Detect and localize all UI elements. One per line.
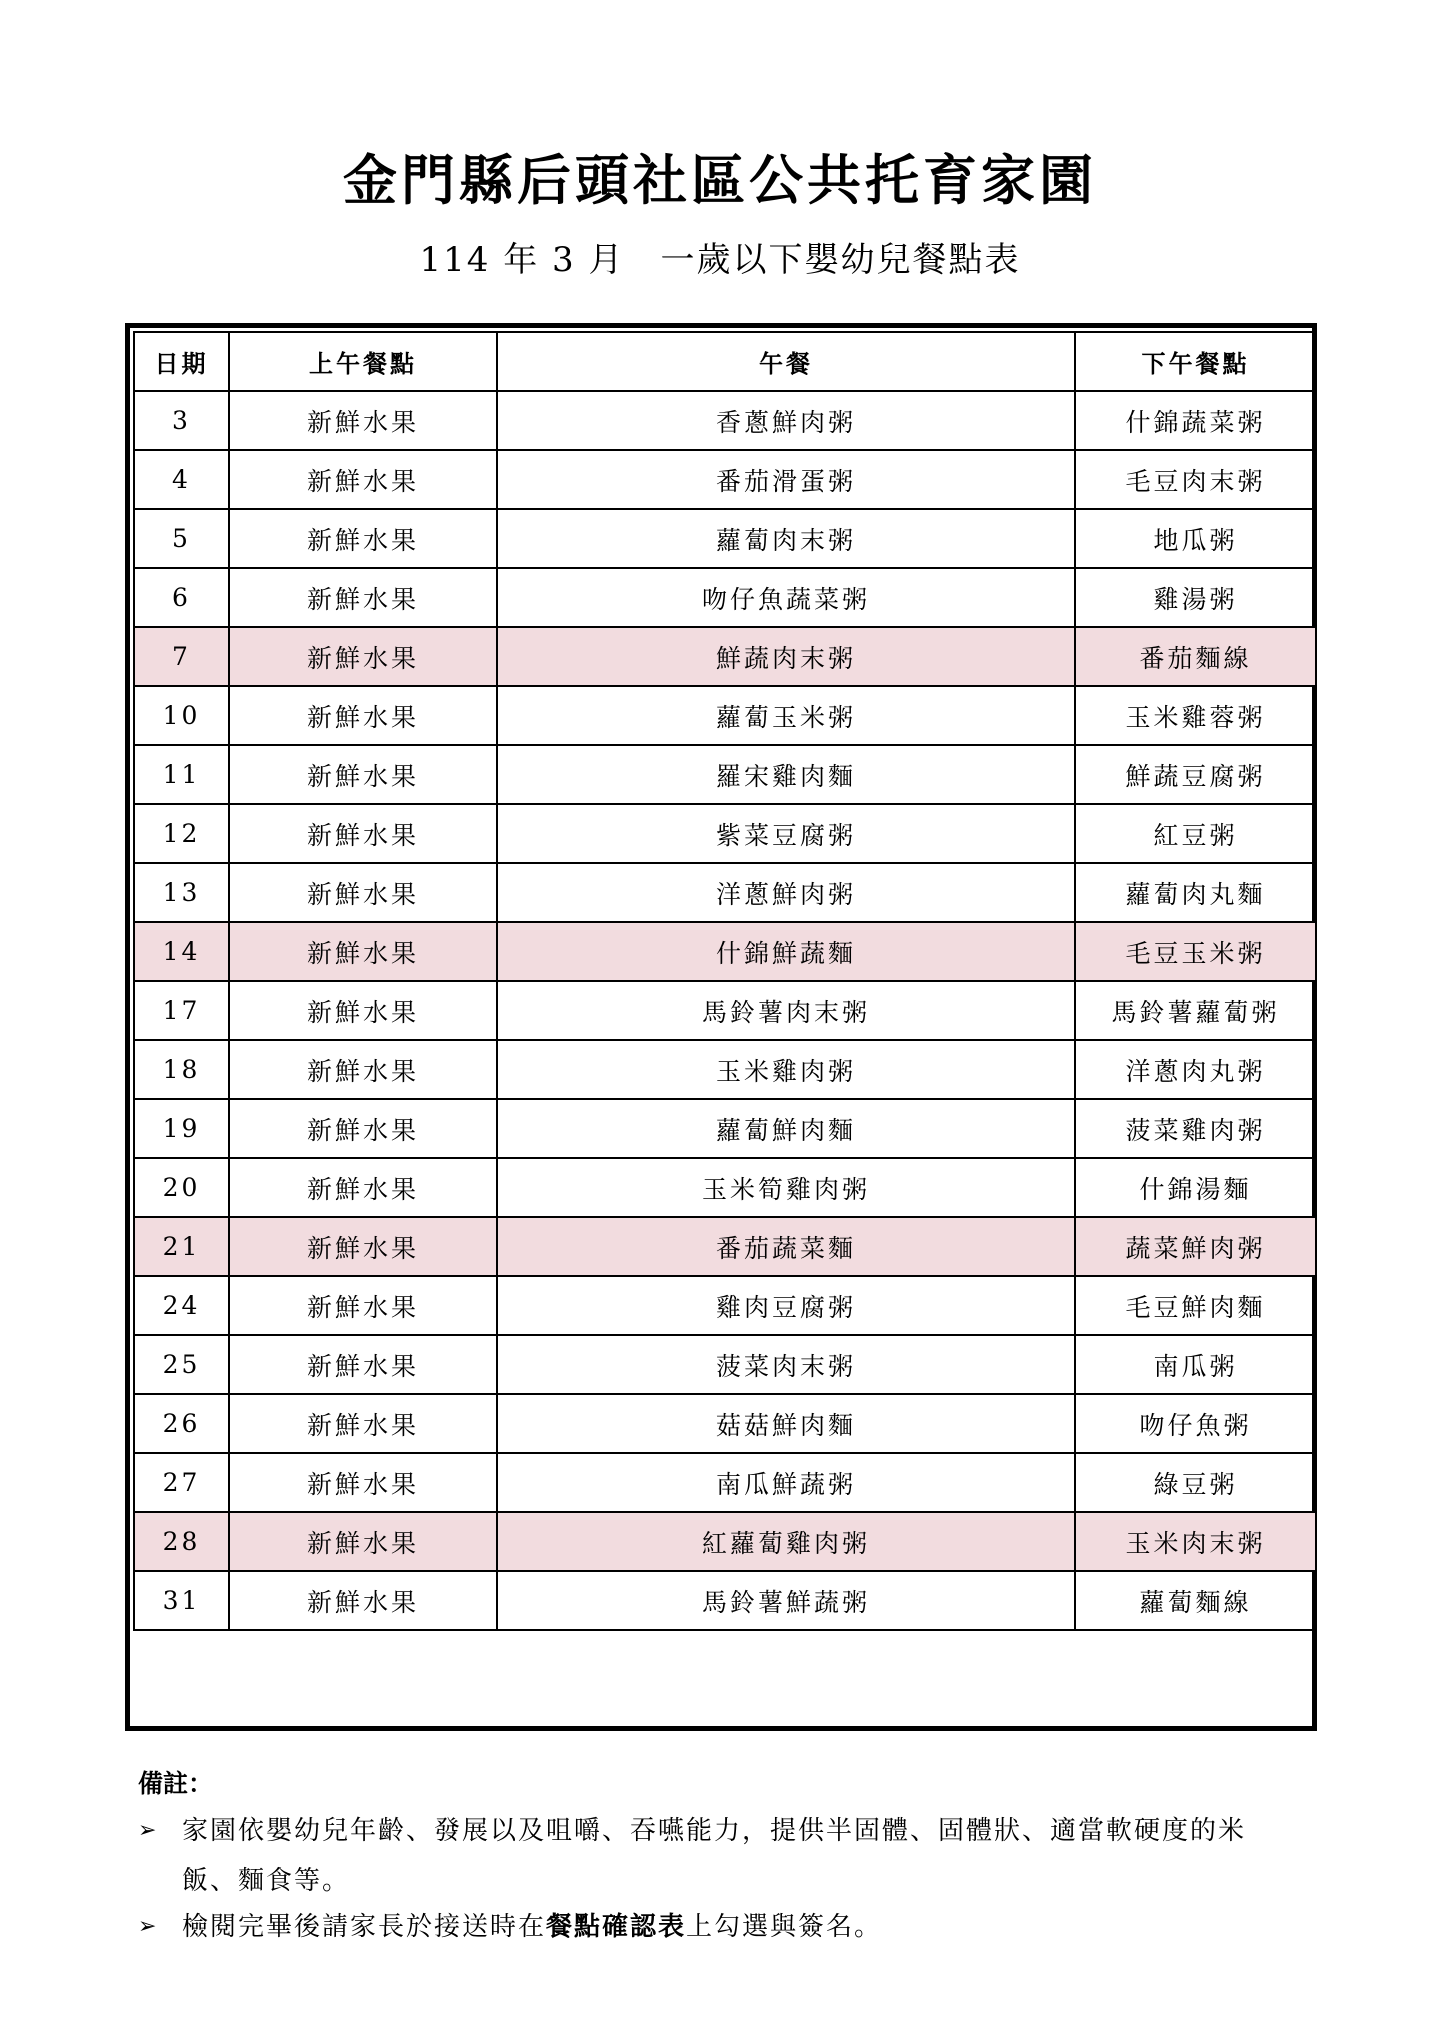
cell-afternoon: 玉米肉末粥 [1075, 1512, 1316, 1571]
cell-morning: 新鮮水果 [229, 1040, 497, 1099]
cell-afternoon: 地瓜粥 [1075, 509, 1316, 568]
cell-afternoon: 蘿蔔肉丸麵 [1075, 863, 1316, 922]
cell-morning: 新鮮水果 [229, 922, 497, 981]
table-row [134, 568, 1316, 627]
cell-date: 31 [134, 1571, 229, 1630]
cell-date: 25 [134, 1335, 229, 1394]
cell-date: 13 [134, 863, 229, 922]
cell-lunch: 番茄蔬菜麵 [497, 1217, 1075, 1276]
table-row [134, 804, 1316, 863]
note-text [138, 1902, 1298, 1952]
cell-morning: 新鮮水果 [229, 391, 497, 450]
cell-afternoon: 吻仔魚粥 [1075, 1394, 1316, 1453]
cell-afternoon: 鮮蔬豆腐粥 [1075, 745, 1316, 804]
cell-afternoon: 玉米雞蓉粥 [1075, 686, 1316, 745]
cell-morning: 新鮮水果 [229, 1394, 497, 1453]
cell-morning: 新鮮水果 [229, 1099, 497, 1158]
table-row [134, 1571, 1316, 1630]
cell-afternoon: 洋蔥肉丸粥 [1075, 1040, 1316, 1099]
note-text-bold: 餐點確認表 [546, 1912, 687, 1942]
cell-lunch: 紅蘿蔔雞肉粥 [497, 1512, 1075, 1571]
cell-morning: 新鮮水果 [229, 1512, 497, 1571]
note-text-after: 上勾選與簽名。 [686, 1912, 883, 1942]
cell-afternoon: 什錦湯麵 [1075, 1158, 1316, 1217]
cell-morning: 新鮮水果 [229, 509, 497, 568]
cell-lunch: 蘿蔔肉末粥 [497, 509, 1075, 568]
cell-morning: 新鮮水果 [229, 981, 497, 1040]
cell-morning: 新鮮水果 [229, 450, 497, 509]
cell-date: 17 [134, 981, 229, 1040]
cell-morning: 新鮮水果 [229, 1158, 497, 1217]
note-text-before: 檢閱完畢後請家長於接送時在 [182, 1912, 547, 1942]
cell-date: 28 [134, 1512, 229, 1571]
cell-lunch: 菇菇鮮肉麵 [497, 1394, 1075, 1453]
table-row [134, 1335, 1316, 1394]
cell-afternoon: 菠菜雞肉粥 [1075, 1099, 1316, 1158]
table-row [134, 1276, 1316, 1335]
cell-morning: 新鮮水果 [229, 1335, 497, 1394]
cell-lunch: 雞肉豆腐粥 [497, 1276, 1075, 1335]
cell-afternoon: 毛豆玉米粥 [1075, 922, 1316, 981]
table-body [134, 391, 1316, 1630]
notes-title: 備註： [138, 1769, 214, 1798]
cell-date: 14 [134, 922, 229, 981]
cell-lunch: 南瓜鮮蔬粥 [497, 1453, 1075, 1512]
cell-lunch: 菠菜肉末粥 [497, 1335, 1075, 1394]
cell-date: 5 [134, 509, 229, 568]
cell-lunch: 鮮蔬肉末粥 [497, 627, 1075, 686]
cell-lunch: 蘿蔔玉米粥 [497, 686, 1075, 745]
table-row [134, 981, 1316, 1040]
cell-morning: 新鮮水果 [229, 1217, 497, 1276]
cell-date: 19 [134, 1099, 229, 1158]
cell-morning: 新鮮水果 [229, 804, 497, 863]
table-row [134, 1040, 1316, 1099]
cell-afternoon: 綠豆粥 [1075, 1453, 1316, 1512]
cell-morning: 新鮮水果 [229, 568, 497, 627]
cell-lunch: 洋蔥鮮肉粥 [497, 863, 1075, 922]
cell-date: 10 [134, 686, 229, 745]
column-header-afternoon: 下午餐點 [1075, 332, 1316, 391]
cell-date: 27 [134, 1453, 229, 1512]
note-item [138, 1806, 1298, 1906]
cell-date: 20 [134, 1158, 229, 1217]
note-item [138, 1902, 1298, 1952]
meal-table [133, 331, 1317, 1631]
cell-lunch: 香蔥鮮肉粥 [497, 391, 1075, 450]
cell-date: 21 [134, 1217, 229, 1276]
column-header-lunch: 午餐 [497, 332, 1075, 391]
cell-lunch: 馬鈴薯鮮蔬粥 [497, 1571, 1075, 1630]
cell-lunch: 番茄滑蛋粥 [497, 450, 1075, 509]
cell-afternoon: 馬鈴薯蘿蔔粥 [1075, 981, 1316, 1040]
table-row [134, 686, 1316, 745]
cell-afternoon: 毛豆鮮肉麵 [1075, 1276, 1316, 1335]
arrow-bullet-icon: ➢ [138, 1914, 159, 1939]
table-row [134, 450, 1316, 509]
cell-afternoon: 蘿蔔麵線 [1075, 1571, 1316, 1630]
table-header-row [134, 332, 1316, 391]
table-row [134, 922, 1316, 981]
cell-date: 7 [134, 627, 229, 686]
table-row [134, 1099, 1316, 1158]
table-row [134, 391, 1316, 450]
table-row [134, 1512, 1316, 1571]
cell-lunch: 紫菜豆腐粥 [497, 804, 1075, 863]
cell-morning: 新鮮水果 [229, 1571, 497, 1630]
cell-date: 26 [134, 1394, 229, 1453]
cell-lunch: 蘿蔔鮮肉麵 [497, 1099, 1075, 1158]
cell-afternoon: 雞湯粥 [1075, 568, 1316, 627]
cell-afternoon: 什錦蔬菜粥 [1075, 391, 1316, 450]
cell-lunch: 什錦鮮蔬麵 [497, 922, 1075, 981]
column-header-morning: 上午餐點 [229, 332, 497, 391]
table-row [134, 745, 1316, 804]
cell-lunch: 吻仔魚蔬菜粥 [497, 568, 1075, 627]
table-row [134, 1217, 1316, 1276]
cell-morning: 新鮮水果 [229, 863, 497, 922]
cell-afternoon: 紅豆粥 [1075, 804, 1316, 863]
cell-afternoon: 南瓜粥 [1075, 1335, 1316, 1394]
table-row [134, 1158, 1316, 1217]
cell-lunch: 羅宋雞肉麵 [497, 745, 1075, 804]
cell-date: 3 [134, 391, 229, 450]
arrow-bullet-icon: ➢ [138, 1818, 159, 1843]
cell-afternoon: 蔬菜鮮肉粥 [1075, 1217, 1316, 1276]
note-text: 家園依嬰幼兒年齡、發展以及咀嚼、吞嚥能力，提供半固體、固體狀、適當軟硬度的米飯、麵食等。 [182, 1816, 1247, 1896]
cell-lunch: 玉米雞肉粥 [497, 1040, 1075, 1099]
cell-lunch: 玉米筍雞肉粥 [497, 1158, 1075, 1217]
cell-date: 4 [134, 450, 229, 509]
table-row [134, 627, 1316, 686]
cell-morning: 新鮮水果 [229, 745, 497, 804]
cell-date: 24 [134, 1276, 229, 1335]
cell-morning: 新鮮水果 [229, 1453, 497, 1512]
cell-date: 6 [134, 568, 229, 627]
cell-date: 18 [134, 1040, 229, 1099]
table-row [134, 1453, 1316, 1512]
page-subtitle: 114 年 3 月 一歲以下嬰幼兒餐點表 [419, 240, 1021, 280]
table-row [134, 863, 1316, 922]
table-row [134, 1394, 1316, 1453]
cell-afternoon: 毛豆肉末粥 [1075, 450, 1316, 509]
cell-lunch: 馬鈴薯肉末粥 [497, 981, 1075, 1040]
cell-date: 12 [134, 804, 229, 863]
cell-date: 11 [134, 745, 229, 804]
column-header-date: 日期 [134, 332, 229, 391]
cell-morning: 新鮮水果 [229, 1276, 497, 1335]
cell-morning: 新鮮水果 [229, 686, 497, 745]
page-title: 金門縣后頭社區公共托育家園 [343, 149, 1097, 212]
cell-morning: 新鮮水果 [229, 627, 497, 686]
cell-afternoon: 番茄麵線 [1075, 627, 1316, 686]
table-row [134, 509, 1316, 568]
